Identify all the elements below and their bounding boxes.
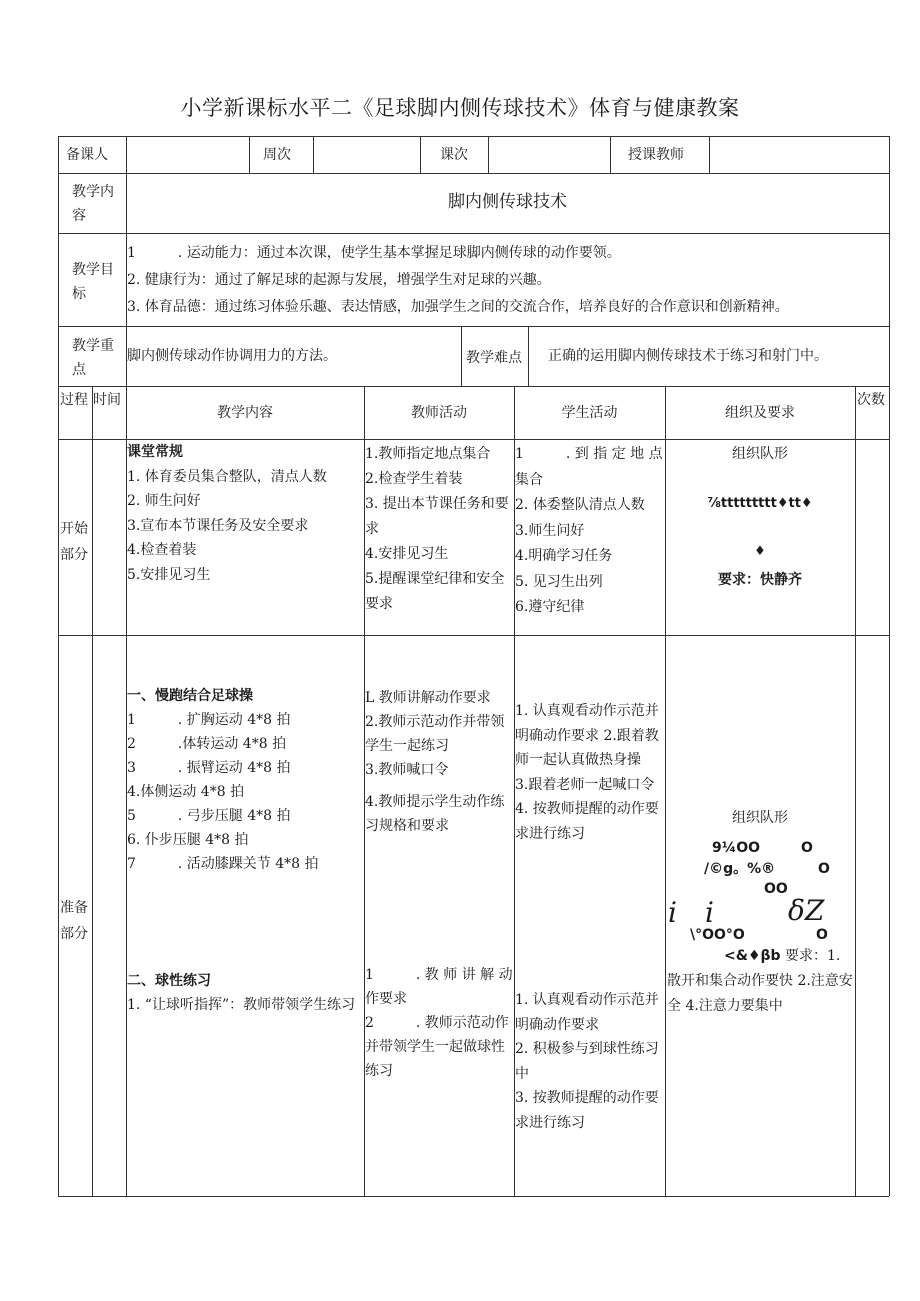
list-item: 3.师生问好 <box>515 522 585 539</box>
prep-sec2-student <box>515 988 664 1135</box>
list-item: 1 . 扩胸运动 4*8 拍 <box>127 712 291 728</box>
objectives-list <box>127 240 887 321</box>
list-item: 4.安排见习生 <box>365 546 449 562</box>
start-content-title: 课堂常规 <box>127 444 183 460</box>
prep-formation-row5-icon: \°OO°O <box>690 927 745 943</box>
content-value: 脚内侧传球技术 <box>448 192 567 212</box>
col-count: 次数 <box>857 392 885 408</box>
list-item: 5. 见习生出列 <box>515 573 603 590</box>
start-formation-marker-icon: ♦ <box>754 544 766 559</box>
col-process: 过程 <box>60 392 88 408</box>
prep-sec2-content <box>127 969 363 1017</box>
start-content <box>127 440 363 587</box>
prep-label: 准备部分 <box>60 900 88 942</box>
start-org-title: 组织队形 <box>732 446 788 462</box>
list-item: 1. 认真观看动作示范并明确动作要求 2.跟着教师一起认真做热身操 <box>515 703 659 768</box>
prep-formation-row1-icon: 9¼OO <box>712 840 761 856</box>
list-item: 1. “让球听指挥”：教师带领学生练习 <box>127 997 356 1013</box>
objective-item: 2. 健康行为：通过了解足球的起源与发展，增强学生对足球的兴趣。 <box>127 272 551 288</box>
list-item: 7 . 活动膝踝关节 4*8 拍 <box>127 856 319 872</box>
list-item: 4.明确学习任务 <box>515 548 613 564</box>
page-title: 小学新课标水平二《足球脚内侧传球技术》体育与健康教案 <box>180 96 740 120</box>
difficulty-label: 教学难点 <box>466 350 522 366</box>
difficulty-value: 正确的运用脚内侧传球技术于练习和射门中。 <box>548 348 828 364</box>
keypoint-label: 教学重点 <box>72 338 114 378</box>
col-content: 教学内容 <box>217 405 273 421</box>
col-teacher: 教师活动 <box>411 405 467 421</box>
list-item: 1 . 教 师 讲 解 动 作要求 <box>365 967 513 1007</box>
list-item: 3 . 振臂运动 4*8 拍 <box>127 760 291 776</box>
list-item: 4.体侧运动 4*8 拍 <box>127 784 245 800</box>
prep-req-marker-icon: <&♦βb <box>724 948 781 964</box>
teacher-label: 授课教师 <box>628 147 684 163</box>
list-item: 1. 认真观看动作示范并明确动作要求 <box>515 992 659 1033</box>
list-item: 2.教师示范动作并带领学生一起练习 <box>365 714 505 754</box>
start-teacher <box>365 442 513 617</box>
list-item: 1. 体育委员集合整队，清点人数 <box>127 468 327 485</box>
list-item: 5.提醒课堂纪律和安全要求 <box>365 571 505 612</box>
col-org: 组织及要求 <box>725 405 795 421</box>
objectives-label: 教学目标 <box>72 262 114 302</box>
prep-formation-row2-icon: /©g。%® <box>704 861 776 877</box>
prep-formation-row1-marker-icon: O <box>801 840 813 856</box>
list-item: 5 . 弓步压腿 4*8 拍 <box>127 808 291 824</box>
col-student: 学生活动 <box>561 405 618 421</box>
list-item: 4.教师提示学生动作练习规格和要求 <box>365 794 505 834</box>
prep-org-title: 组织队形 <box>732 810 788 826</box>
prep-sec1-content <box>127 684 363 876</box>
list-item: 2. 积极参与到球性练习中 <box>515 1041 659 1082</box>
list-item: 2 .体转运动 4*8 拍 <box>127 736 287 752</box>
prep-formation-row5-marker-icon: O <box>816 927 828 943</box>
list-item: 5.安排见习生 <box>127 566 211 583</box>
list-item: 3.宣布本节课任务及安全要求 <box>127 517 309 534</box>
prep-formation-row3-icon: OO <box>764 881 788 897</box>
start-label: 开始部分 <box>60 521 88 563</box>
list-item: L 教师讲解动作要求 <box>365 690 491 706</box>
week-label: 周次 <box>263 147 291 163</box>
list-item: 3.教师喊口令 <box>365 762 449 778</box>
keypoint-value: 脚内侧传球动作协调用力的方法。 <box>127 348 337 364</box>
list-item: 1 . 到 指 定 地 点 集合 <box>515 446 663 488</box>
start-formation-icon: ⅞ttttttttt♦tt♦ <box>707 496 813 511</box>
list-item: 2.检查学生着装 <box>365 471 463 487</box>
prep-sec1-title: 一、慢跑结合足球操 <box>127 688 253 704</box>
list-item: 2. 师生问好 <box>127 493 201 509</box>
list-item: 1.教师指定地点集合 <box>365 446 491 462</box>
list-item: 6. 仆步压腿 4*8 拍 <box>127 832 249 848</box>
list-item: 2 . 教师示范动作并带领学生一起做球性练习 <box>365 1015 509 1079</box>
prep-sec2-teacher <box>365 963 513 1083</box>
prep-formation-row4-icon: i i <box>668 896 714 929</box>
list-item: 3.跟着老师一起喊口令 <box>515 776 655 793</box>
prep-formation-row2-marker-icon: O <box>818 861 830 877</box>
list-item: 6.遵守纪律 <box>515 599 585 615</box>
prep-org-req <box>667 944 853 1019</box>
prep-sec1-student <box>515 699 664 846</box>
list-item: 2. 体委整队清点人数 <box>515 497 645 513</box>
start-org-req: 要求：快静齐 <box>718 572 802 588</box>
list-item: 4. 按教师提醒的动作要求进行练习 <box>515 801 659 842</box>
preparer-label: 备课人 <box>66 147 108 163</box>
list-item: 4.检查着装 <box>127 542 197 558</box>
col-time: 时间 <box>93 392 121 408</box>
prep-req-text: 要求：1. 散开和集合动作要快 2.注意安全 4.注意力要集中 <box>667 948 853 1014</box>
content-label: 教学内容 <box>72 184 114 224</box>
list-item: 3. 提出本节课任务和要求 <box>365 496 509 537</box>
prep-sec1-teacher <box>365 686 513 838</box>
prep-formation-row4-marker-icon: δZ <box>788 894 825 927</box>
prep-sec2-title: 二、球性练习 <box>127 973 211 989</box>
objective-item: 1 . 运动能力：通过本次课，使学生基本掌握足球脚内侧传球的动作要领。 <box>127 245 621 261</box>
objective-item: 3. 体育品德：通过练习体验乐趣、表达情感，加强学生之间的交流合作，培养良好的合作意识和创新精神。 <box>127 299 789 315</box>
list-item: 3. 按教师提醒的动作要求进行练习 <box>515 1090 659 1131</box>
lesson-label: 课次 <box>440 147 468 163</box>
start-student <box>515 442 664 621</box>
